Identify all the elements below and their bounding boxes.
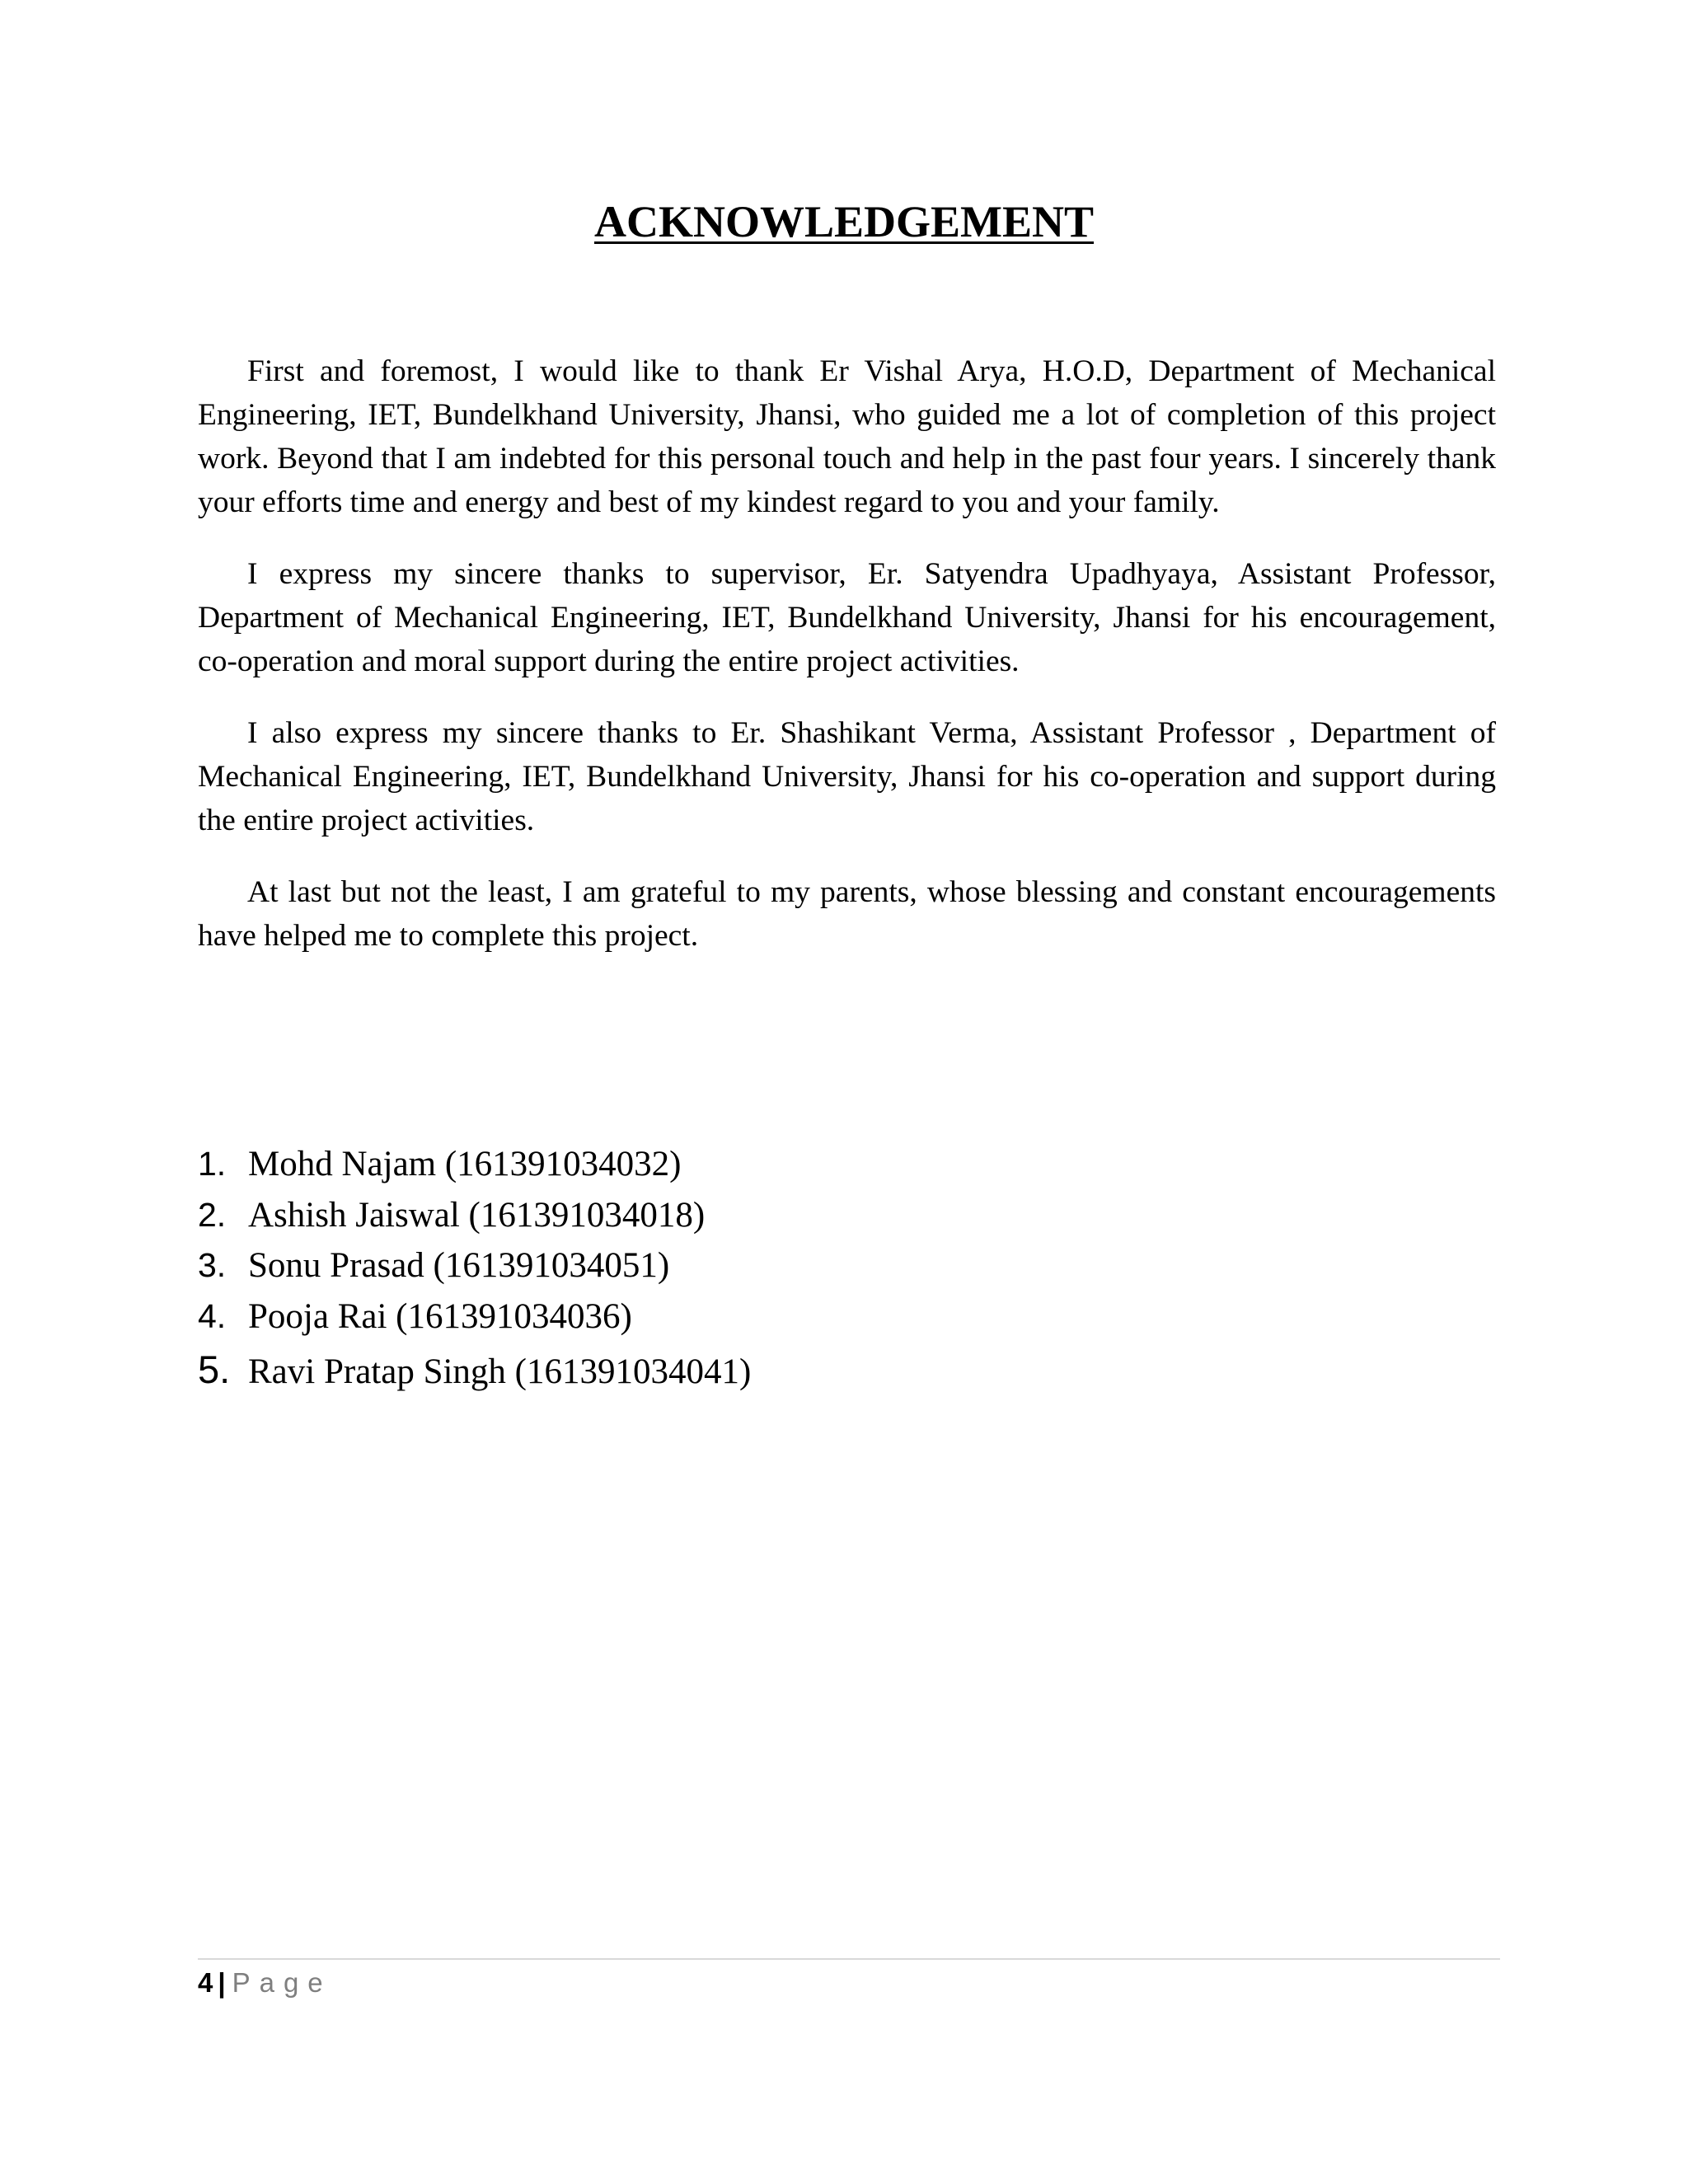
list-item — [198, 1291, 1187, 1343]
page-title: ACKNOWLEDGEMENT — [593, 197, 1095, 246]
list-item-name: Ravi Pratap Singh (161391034041) — [248, 1352, 752, 1391]
paragraph-thanks-hod: First and foremost, I would like to thank Er Vishal Arya, H.O.D, Department of Mechanical Engineering, IET, Bundelkhand University, Jhansi, who guided me a lot of completion of this project work. Beyond that I am indebted for this personal touch and help in the past four years. I sincerely thank your efforts time and energy and best of my kindest regard to you and your family. — [198, 354, 1496, 519]
page-label: Page — [232, 1967, 332, 1998]
list-item-number: 1. — [198, 1145, 227, 1183]
paragraph-thanks-assistant-professor: I also express my sincere thanks to Er. Shashikant Verma, Assistant Professor , Department of Mechanical Engineering, IET, Bundelkhand University, Jhansi for his co-operation and support during the entire project activities. — [198, 716, 1496, 837]
list-item-name: Sonu Prasad (161391034051) — [248, 1246, 670, 1285]
list-item — [198, 1139, 1187, 1190]
paragraph-thanks-supervisor: I express my sincere thanks to supervisor, Er. Satyendra Upadhyaya, Assistant Professor, Department of Mechanical Engineering, IET, Bundelkhand University, Jhansi for his encouragement, co-operation and moral support during the entire project activities. — [198, 557, 1496, 678]
acknowledgement-body — [198, 349, 1496, 986]
list-item-number: 2. — [198, 1195, 227, 1234]
list-item-number: 3. — [198, 1246, 227, 1284]
list-item-name: Ashish Jaiswal (161391034018) — [248, 1195, 706, 1235]
list-item-number: 5. — [198, 1347, 231, 1391]
page-number: 4 — [198, 1967, 213, 1998]
list-item-number: 4. — [198, 1296, 227, 1335]
footer-separator: | — [218, 1967, 226, 1998]
list-item — [198, 1190, 1187, 1241]
list-item — [198, 1342, 1187, 1400]
list-item-name: Mohd Najam (161391034032) — [248, 1145, 682, 1183]
team-members-list — [198, 1139, 1187, 1400]
footer-divider — [198, 1958, 1500, 1960]
page-footer — [198, 1965, 332, 2001]
paragraph-thanks-parents: At last but not the least, I am grateful to my parents, whose blessing and constant encouragements have helped me to complete this project. — [198, 875, 1496, 953]
list-item-name: Pooja Rai (161391034036) — [248, 1296, 632, 1336]
list-item — [198, 1240, 1187, 1291]
